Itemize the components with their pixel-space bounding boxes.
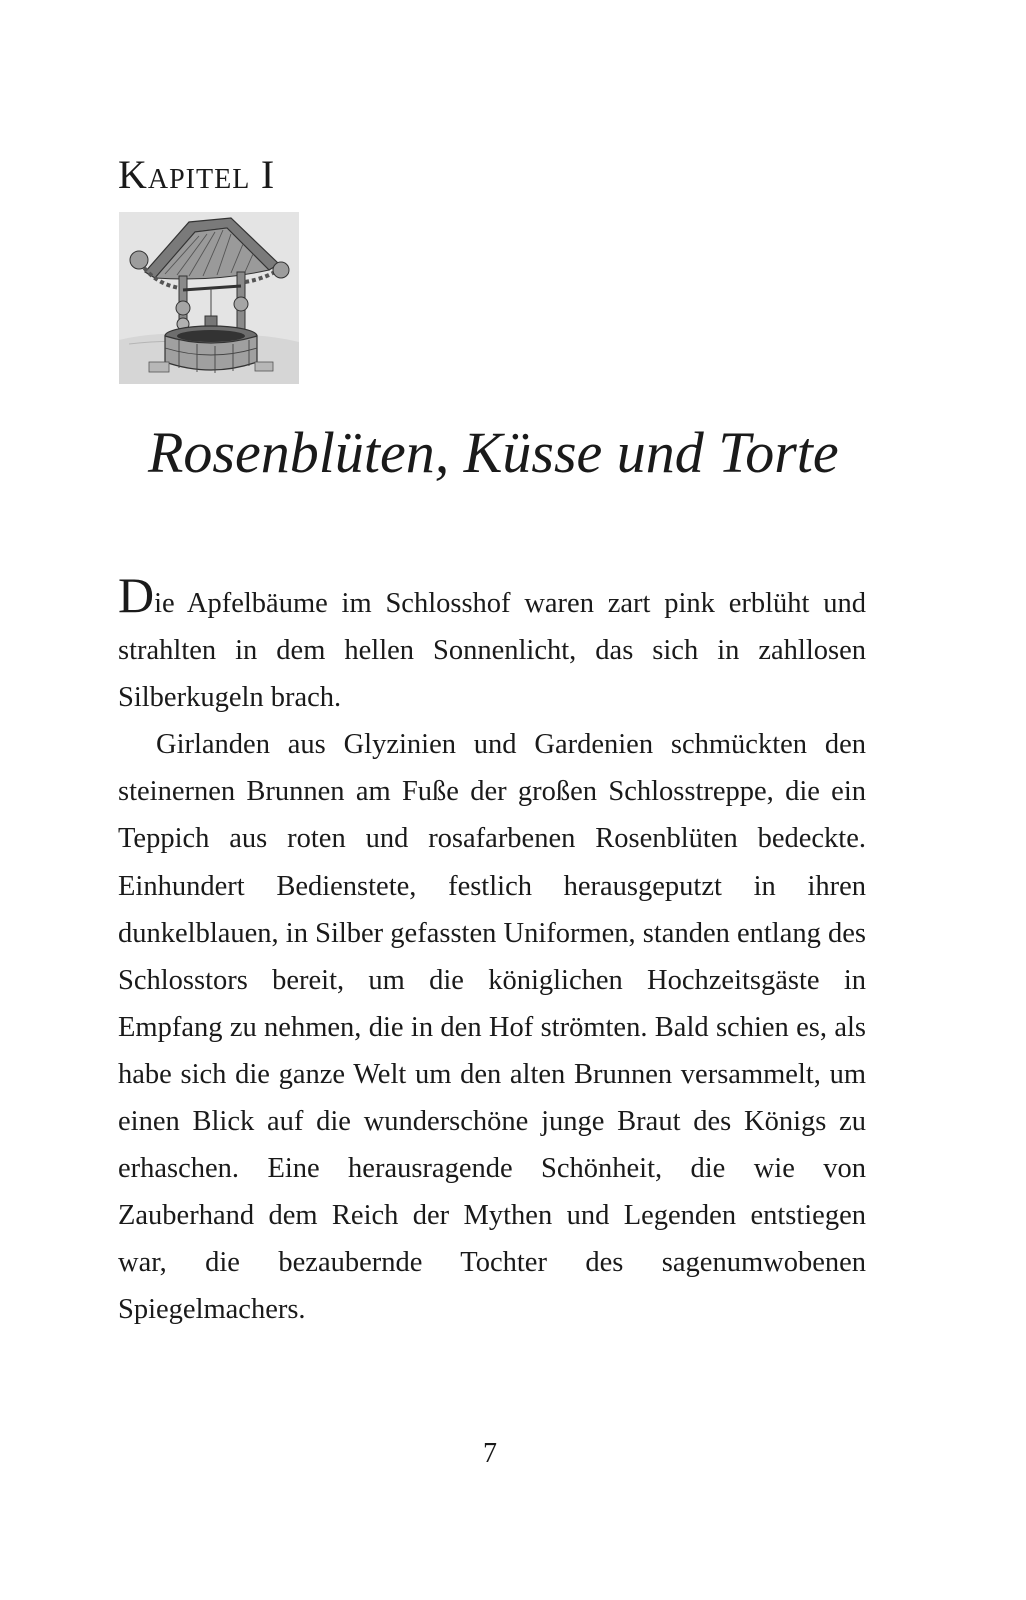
paragraph-1 bbox=[118, 567, 866, 721]
chapter-label-initial: K bbox=[118, 152, 148, 197]
chapter-label bbox=[118, 152, 276, 197]
paragraph-1-text: ie Apfelbäume im Schlosshof waren zart pink erblüht und strahlten in dem hellen Sonnenlicht, das sich in zahllosen Silberkugeln brach. bbox=[118, 588, 866, 714]
chapter-title: Rosenblüten, Küsse und Torte bbox=[148, 420, 839, 485]
page-number: 7 bbox=[483, 1438, 497, 1469]
body-text bbox=[118, 567, 866, 1334]
chapter-number: I bbox=[260, 152, 276, 197]
chapter-label-rest: APITEL bbox=[147, 164, 251, 195]
wishing-well-icon bbox=[119, 212, 299, 384]
drop-cap: D bbox=[118, 567, 155, 623]
paragraph-2: Girlanden aus Glyzinien und Gardenien schmückten den steinernen Brunnen am Fuße der großen Schlosstreppe, die ein Teppich aus roten und rosafarbenen Rosenblüten bedeckte. Einhundert Bedienstete, festlich herausgeputzt in ihren dunkelblauen, in Silber gefassten Uniformen, standen entlang des Schlosstors bereit, um die königlichen Hochzeitsgäste in Empfang zu nehmen, die in den Hof strömten. Bald schien es, als habe sich die ganze Welt um den alten Brunnen versammelt, um einen Blick auf die wunderschöne junge Braut des Königs zu erhaschen. Eine herausragende Schönheit, die wie von Zauberhand dem Reich der Mythen und Legenden entstiegen war, die bezaubernde Tochter des sagenumwobenen Spiegelmachers. bbox=[118, 729, 866, 1326]
